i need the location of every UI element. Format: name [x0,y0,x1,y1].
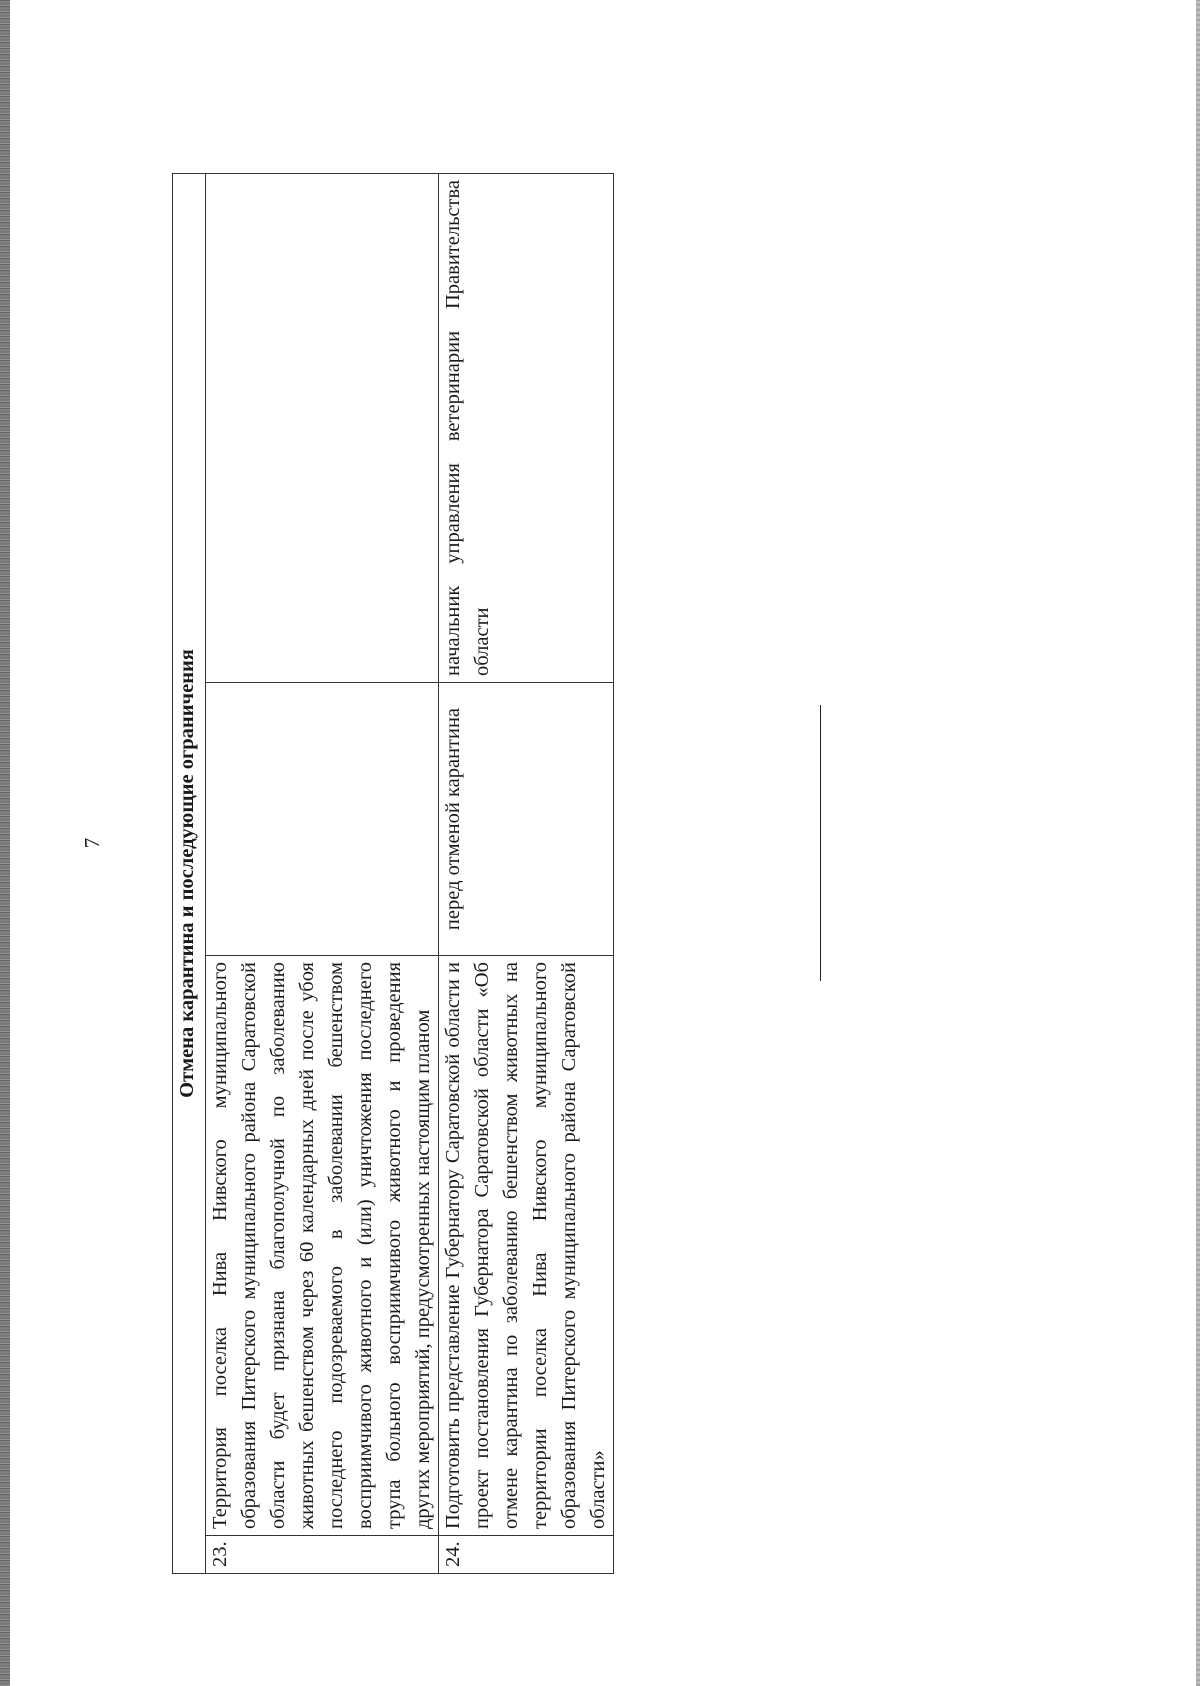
row-deadline [206,683,439,956]
row-description: Подготовить представление Губернатору Саратовской области и проект постановления Губернатора Саратовской области «Об отмене карантина по заболеванию бешенством животных на территории поселка Нива Нивского муниципального образования Питерского муниципального района Саратовской области» [439,956,614,1536]
row-description: Территория поселка Нива Нивского муниципального образования Питерского муниципального района Саратовской области будет признана благополучной по заболеванию животных бешенством через 60 календарных дней после убоя последнего подозреваемого в заболевании бешенством восприимчивого животного и (или) уничтожения последнего трупа больного восприимчивого животного и проведения других мероприятий, предусмотренных настоящим планом [206,956,439,1536]
page-number: 7 [80,837,104,849]
row-number: 23. [206,1536,439,1574]
row-responsible [206,174,439,683]
row-deadline: перед отменой карантина [439,683,614,956]
row-number: 24. [439,1536,614,1574]
quarantine-plan-table [172,173,614,1574]
table-row [206,174,439,1574]
row-responsible: начальник управления ветеринарии Правительства области [439,174,614,683]
section-header-row [173,174,206,1574]
signoff-line [820,705,821,981]
table-row [439,174,614,1574]
section-title: Отмена карантина и последующие ограничения [173,174,206,1574]
